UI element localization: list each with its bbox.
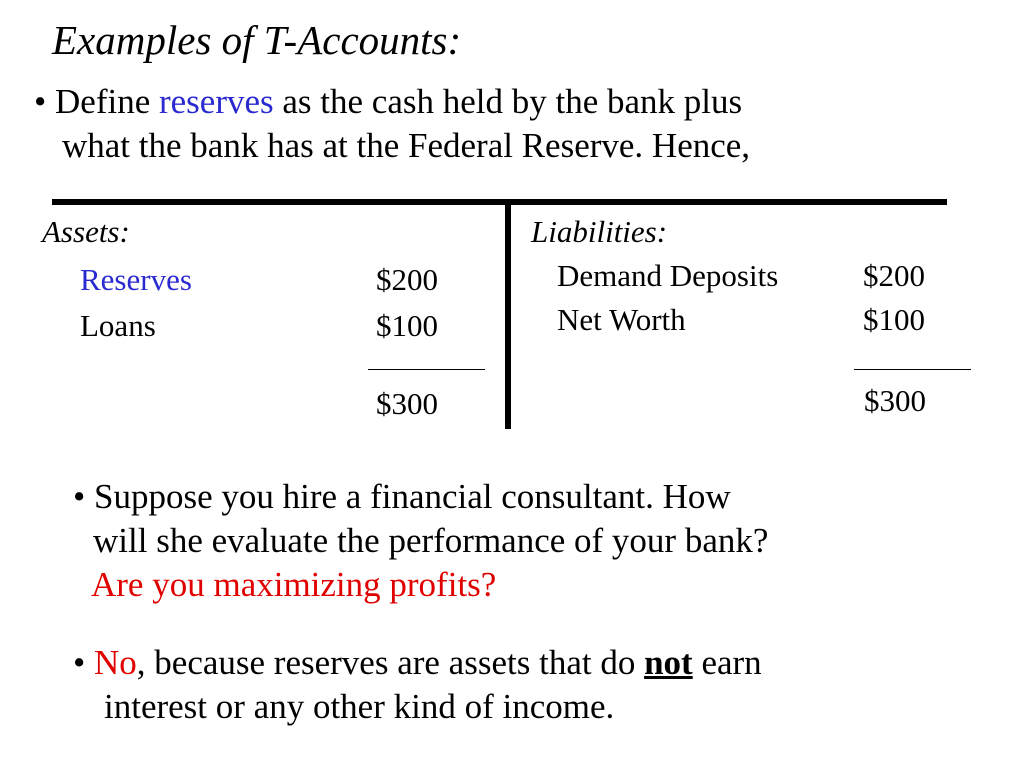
asset-name-loans: Loans	[80, 308, 156, 343]
bullet3-dot: •	[73, 643, 95, 682]
assets-total: $300	[376, 386, 438, 421]
bullet-consultant-question: Are you maximizing profits?	[91, 565, 497, 604]
t-account-vertical-bar	[505, 205, 511, 429]
asset-name-reserves: Reserves	[80, 262, 192, 297]
asset-value-reserves: $200	[376, 262, 438, 297]
t-account-horizontal-bar	[52, 199, 947, 205]
bullet-no-line1	[73, 643, 762, 683]
bullet1-text-start: • Define	[34, 82, 159, 121]
bullet1-text-end: as the cash held by the bank plus	[273, 82, 743, 121]
bullet-consultant-line1: • Suppose you hire a financial consultant. How	[73, 477, 731, 516]
bullet-no-line2: interest or any other kind of income.	[104, 687, 615, 726]
bullet3-text-mid: , because reserves are assets that do	[136, 643, 645, 682]
assets-total-rule	[368, 369, 485, 370]
liability-name-net-worth: Net Worth	[557, 302, 686, 337]
bullet3-text-end: earn	[692, 643, 762, 682]
liability-value-demand-deposits: $200	[863, 258, 925, 293]
bullet-define-reserves-line2: what the bank has at the Federal Reserve. Hence,	[62, 126, 751, 165]
bullet-consultant-line2: will she evaluate the performance of your bank?	[93, 521, 769, 560]
liability-name-demand-deposits: Demand Deposits	[557, 258, 779, 293]
liabilities-total: $300	[864, 383, 926, 418]
asset-value-loans: $100	[376, 308, 438, 343]
no-answer: No	[94, 643, 137, 682]
assets-heading: Assets:	[42, 214, 130, 249]
liability-value-net-worth: $100	[863, 302, 925, 337]
bullet-define-reserves-line1	[34, 82, 742, 122]
slide-title: Examples of T-Accounts:	[52, 17, 462, 63]
liabilities-heading: Liabilities:	[531, 214, 668, 249]
liabilities-total-rule	[854, 369, 971, 370]
reserves-highlight: reserves	[158, 82, 274, 121]
not-emphasis: not	[644, 643, 693, 682]
